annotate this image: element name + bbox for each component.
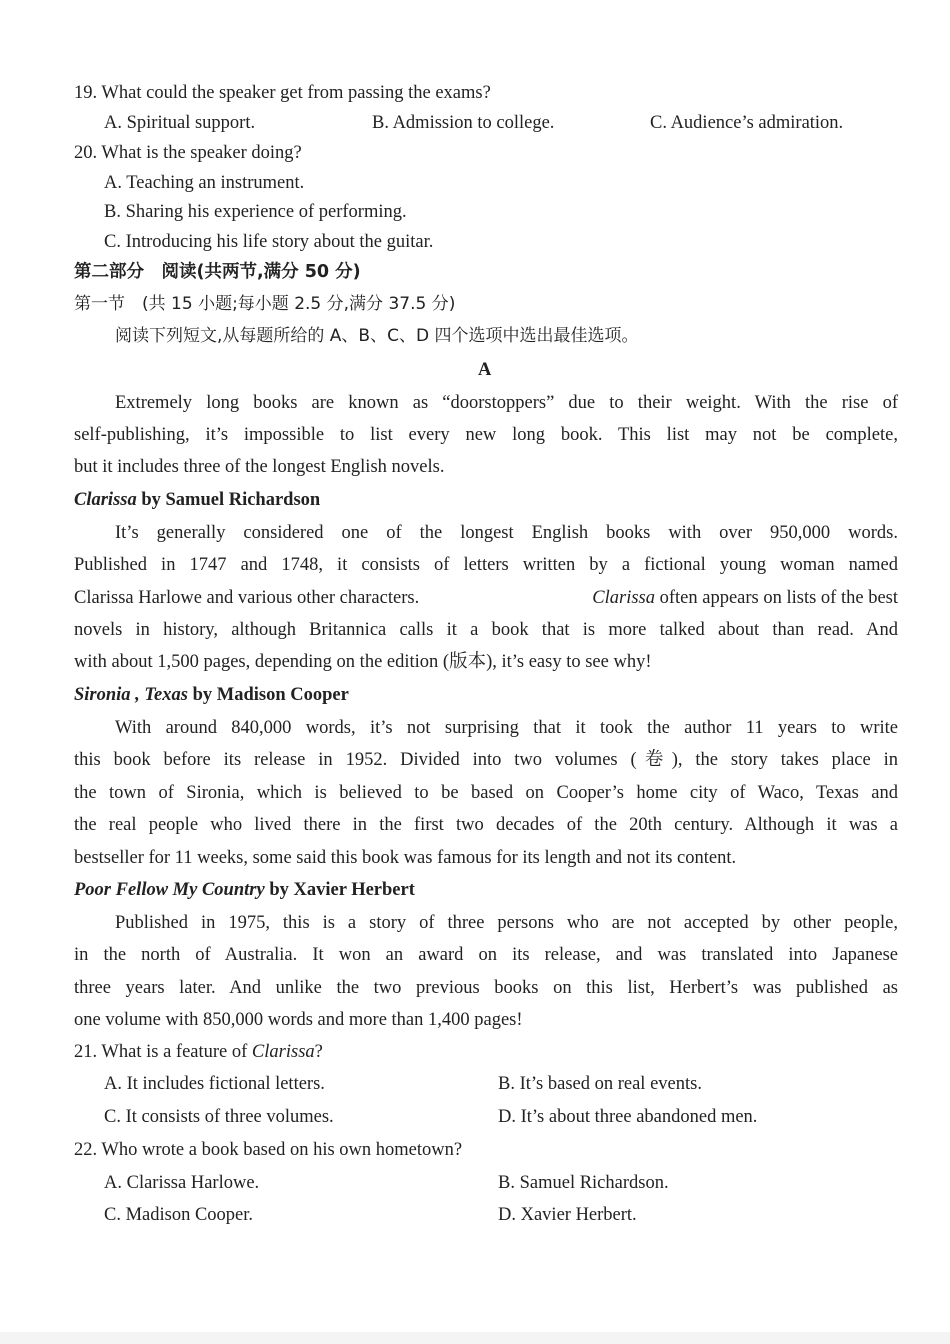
reading-instruction: 阅读下列短文,从每题所给的 A、B、C、D 四个选项中选出最佳选项。: [115, 326, 639, 346]
intro-line-3: but it includes three of the longest English novels.: [74, 457, 445, 477]
q22-option-b: B. Samuel Richardson.: [498, 1173, 669, 1193]
q19-option-c: C. Audience’s admiration.: [650, 113, 844, 133]
book2-line-2: this book before its release in 1952. Divided into two volumes (卷), the story takes place in: [74, 750, 898, 770]
book3-line-4: one volume with 850,000 words and more than 1,400 pages!: [74, 1010, 523, 1030]
section1-heading: 第一节 (共 15 小题;每小题 2.5 分,满分 37.5 分): [74, 294, 456, 314]
book3-line-3: three years later. And unlike the two previous books on this list, Herbert’s was published as: [74, 978, 898, 998]
book1-title: Clarissa: [74, 490, 137, 510]
q21-option-c: C. It consists of three volumes.: [104, 1107, 334, 1127]
q19-stem: 19. What could the speaker get from passing the exams?: [74, 83, 491, 103]
q21-stem-suffix: ?: [314, 1042, 323, 1062]
book2-title: Sironia , Texas: [74, 685, 188, 705]
q22-stem: 22. Who wrote a book based on his own hometown?: [74, 1140, 463, 1160]
q19-option-b: B. Admission to college.: [372, 113, 555, 133]
book3-line-1: Published in 1975, this is a story of three persons who are not accepted by other people,: [115, 913, 898, 933]
book3-title: Poor Fellow My Country: [74, 880, 265, 900]
book1-author: by Samuel Richardson: [136, 490, 321, 510]
book1-line-4: novels in history, although Britannica calls it a book that is more talked about than read. And: [74, 620, 898, 640]
q21-option-b: B. It’s based on real events.: [498, 1074, 702, 1094]
q21-option-d: D. It’s about three abandoned men.: [498, 1107, 758, 1127]
intro-line-2: self-publishing, it’s impossible to list every new long book. This list may not be complete,: [74, 425, 898, 445]
book3-line-2: in the north of Australia. It won an award on its release, and was translated into Japanese: [74, 945, 898, 965]
book2-line-5: bestseller for 11 weeks, some said this book was famous for its length and not its content.: [74, 848, 737, 868]
book3-heading: [74, 877, 898, 903]
q21-option-a: A. It includes fictional letters.: [104, 1074, 325, 1094]
book1-line-2: Published in 1747 and 1748, it consists of letters written by a fictional young woman named: [74, 555, 898, 575]
page-bottom-edge: [0, 1332, 950, 1344]
book2-line-3: the town of Sironia, which is believed to be based on Cooper’s home city of Waco, Texas and: [74, 783, 898, 803]
passage-label: A: [478, 360, 492, 380]
q20-option-c: C. Introducing his life story about the guitar.: [104, 232, 434, 252]
q21-stem-title: Clarissa: [251, 1042, 315, 1062]
q21-stem-prefix: 21. What is a feature of: [74, 1042, 252, 1062]
q21-stem: [74, 1039, 898, 1065]
intro-line-1: Extremely long books are known as “doorstoppers” due to their weight. With the rise of: [115, 393, 898, 413]
book2-line-4: the real people who lived there in the first two decades of the 20th century. Although it was a: [74, 815, 898, 835]
q22-option-a: A. Clarissa Harlowe.: [104, 1173, 260, 1193]
book2-line-1: With around 840,000 words, it’s not surprising that it took the author 11 years to write: [115, 718, 898, 738]
q22-option-d: D. Xavier Herbert.: [498, 1205, 637, 1225]
book2-author: by Madison Cooper: [187, 685, 349, 705]
q20-stem: 20. What is the speaker doing?: [74, 143, 302, 163]
book1-line-3: [74, 585, 898, 611]
book3-author: by Xavier Herbert: [264, 880, 415, 900]
q19-option-a: A. Spiritual support.: [104, 113, 256, 133]
q20-option-b: B. Sharing his experience of performing.: [104, 202, 407, 222]
q22-option-c: C. Madison Cooper.: [104, 1205, 254, 1225]
book1-line-1: It’s generally considered one of the longest English books with over 950,000 words.: [115, 523, 898, 543]
book1-line-5: with about 1,500 pages, depending on the edition (版本), it’s easy to see why!: [74, 652, 652, 672]
book2-heading: [74, 682, 898, 708]
book1-line-3-text: Clarissa Harlowe and various other characters.: [74, 588, 420, 608]
book1-heading: [74, 487, 898, 513]
book1-line-3-title: Clarissa: [592, 588, 655, 608]
book1-line-3-rest: often appears on lists of the best: [654, 588, 898, 608]
q20-option-a: A. Teaching an instrument.: [104, 173, 305, 193]
part2-title: 第二部分 阅读(共两节,满分 50 分): [74, 262, 361, 282]
